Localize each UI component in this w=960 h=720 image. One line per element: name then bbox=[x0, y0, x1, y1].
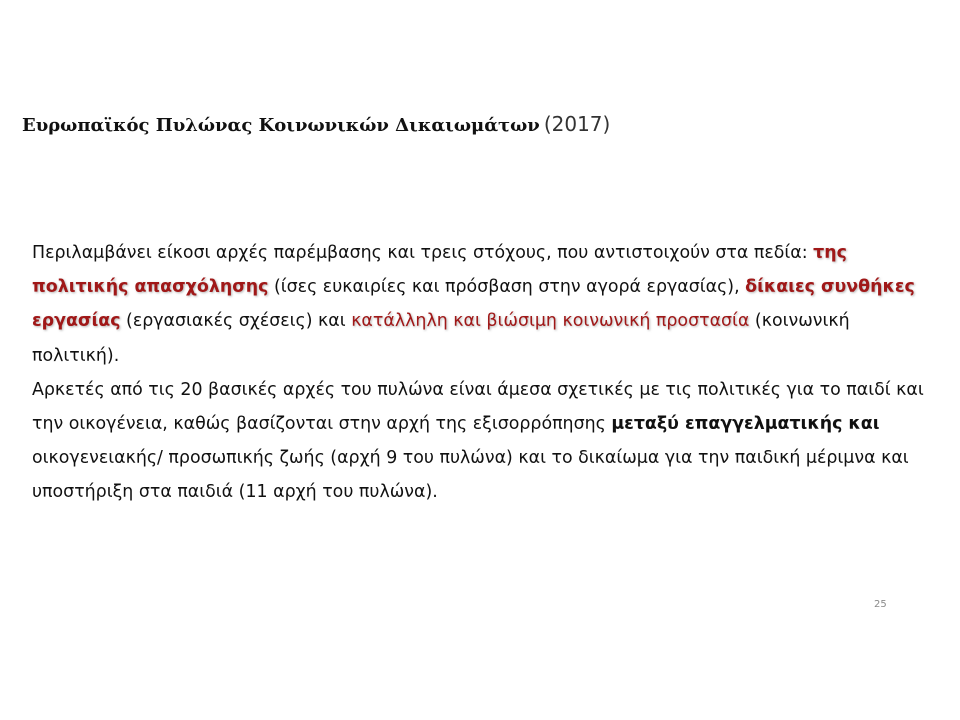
bold-work-life-balance: μεταξύ επαγγελματικής και bbox=[611, 414, 880, 435]
slide-body bbox=[32, 236, 937, 510]
slide-title-year: (2017) bbox=[543, 112, 611, 136]
highlight-fair-working-conditions: δίκαιες συνθήκες εργασίας bbox=[32, 277, 915, 332]
body-paragraph-2 bbox=[32, 373, 937, 510]
paragraph-1-mid-2: (εργασιακές σχέσεις) και bbox=[120, 311, 352, 332]
paragraph-2-end: οικογενειακής/ προσωπικής ζωής (αρχή 9 του πυλώνα) και το δικαίωμα για την παιδική μέριμνα και υποστήριξη στα παιδιά (11 αρχή του πυλώνα). bbox=[32, 448, 909, 503]
highlight-employment-policy: της πολιτικής απασχόλησης bbox=[32, 243, 847, 298]
page-number: 25 bbox=[874, 599, 887, 610]
paragraph-1-intro: Περιλαμβάνει είκοσι αρχές παρέμβασης και τρεις στόχους, που αντιστοιχούν στα πεδία: bbox=[32, 243, 814, 263]
paragraph-2-intro: Αρκετές από τις 20 βασικές αρχές του πυλώνα είναι άμεσα σχετικές με τις πολιτικές για το παιδί και την οικογένεια, καθώς βασίζονται στην αρχή της εξισορρόπησης bbox=[32, 379, 924, 435]
paragraph-1-end: (κοινωνική πολιτική). bbox=[32, 311, 850, 366]
slide-title bbox=[22, 112, 922, 136]
paragraph-1-mid-1: (ίσες ευκαιρίες και πρόσβαση στην αγορά εργασίας), bbox=[268, 277, 746, 298]
slide-title-text: Ευρωπαϊκός Πυλώνας Κοινωνικών Δικαιωμάτων bbox=[22, 115, 540, 136]
body-paragraph-1 bbox=[32, 236, 937, 373]
highlight-social-protection: κατάλληλη και βιώσιμη κοινωνική προστασία bbox=[351, 311, 750, 332]
